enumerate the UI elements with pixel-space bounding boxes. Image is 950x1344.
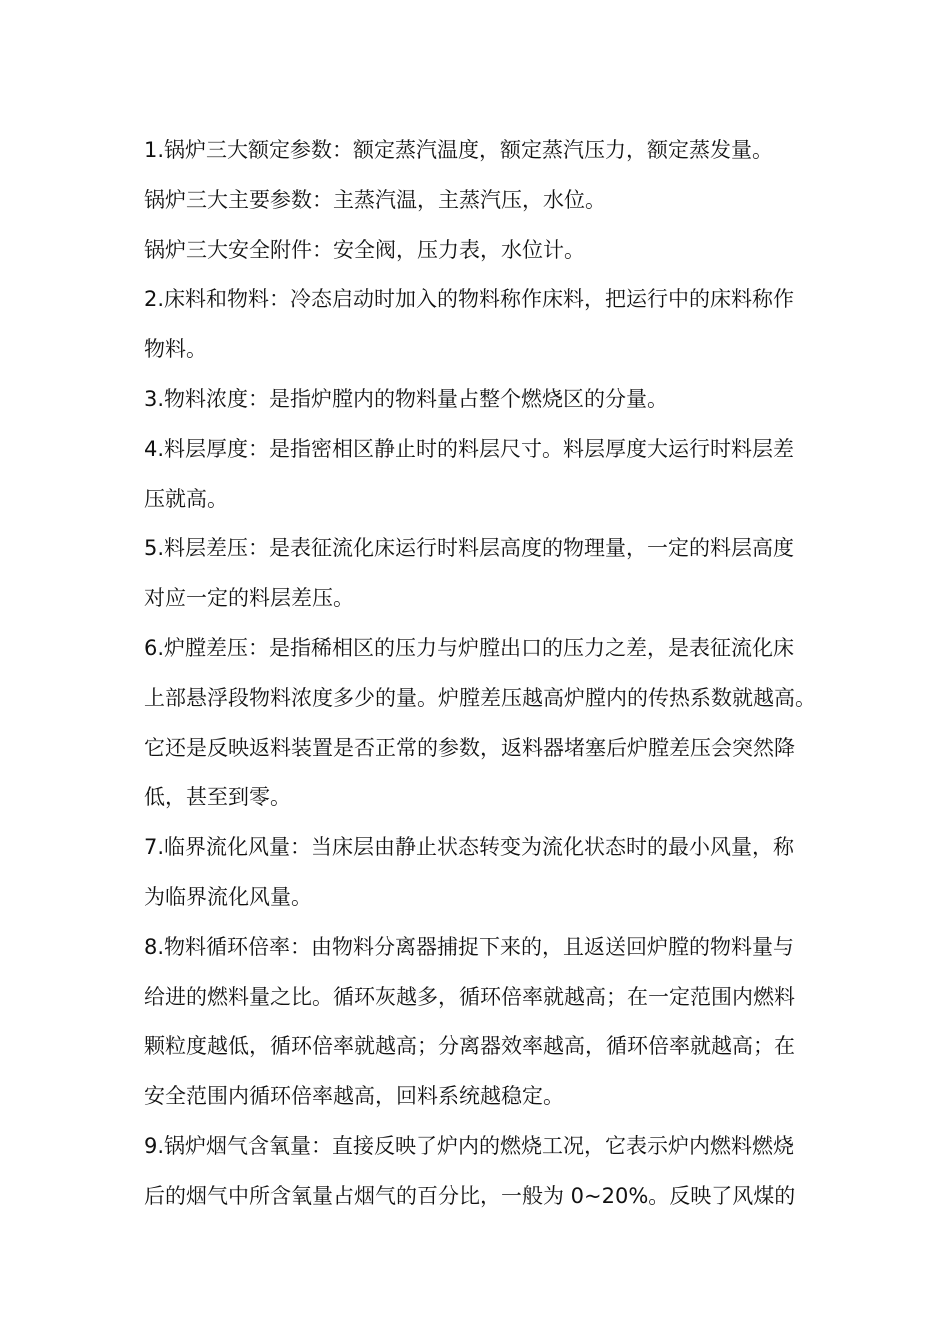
text-line: 1.锅炉三大额定参数：额定蒸汽温度，额定蒸汽压力，额定蒸发量。 [144, 138, 774, 162]
text-line: 给进的燃料量之比。循环灰越多，循环倍率就越高；在一定范围内燃料 [144, 984, 795, 1009]
text-line: 为临界流化风量。 [144, 884, 312, 909]
text-line: 8.物料循环倍率：由物料分离器捕捉下来的，且返送回炉膛的物料量与 [144, 934, 795, 959]
text-line: 锅炉三大主要参数：主蒸汽温，主蒸汽压，水位。 [144, 187, 606, 212]
text-line: 6.炉膛差压：是指稀相区的压力与炉膛出口的压力之差，是表征流化床 [144, 635, 795, 660]
text-line: 物料。 [144, 337, 207, 362]
text-line: 它还是反映返料装置是否正常的参数，返料器堵塞后炉膛差压会突然降 [144, 735, 795, 760]
text-line: 安全范围内循环倍率越高，回料系统越稳定。 [144, 1084, 564, 1109]
text-line: 5.料层差压：是表征流化床运行时料层高度的物理量，一定的料层高度 [144, 536, 795, 561]
document-body [144, 126, 824, 1222]
text-line: 后的烟气中所含氧量占烟气的百分比，一般为 0~20%。反映了风煤的 [144, 1183, 796, 1208]
text-line: 3.物料浓度：是指炉膛内的物料量占整个燃烧区的分量。 [144, 386, 669, 411]
text-line: 对应一定的料层差压。 [144, 586, 354, 611]
text-line: 颗粒度越低，循环倍率就越高；分离器效率越高，循环倍率就越高；在 [144, 1034, 795, 1059]
text-line: 2.床料和物料：冷态启动时加入的物料称作床料，把运行中的床料称作 [144, 287, 795, 312]
text-line: 低，甚至到零。 [144, 785, 291, 810]
text-line: 4.料层厚度：是指密相区静止时的料层尺寸。料层厚度大运行时料层差 [144, 436, 795, 461]
text-line: 上部悬浮段物料浓度多少的量。炉膛差压越高炉膛内的传热系数就越高。 [144, 685, 816, 710]
text-line: 压就高。 [144, 486, 228, 511]
text-line: 9.锅炉烟气含氧量：直接反映了炉内的燃烧工况，它表示炉内燃料燃烧 [144, 1133, 795, 1158]
text-line: 锅炉三大安全附件：安全阀，压力表，水位计。 [144, 237, 585, 262]
text-line: 7.临界流化风量：当床层由静止状态转变为流化状态时的最小风量，称 [144, 835, 795, 860]
